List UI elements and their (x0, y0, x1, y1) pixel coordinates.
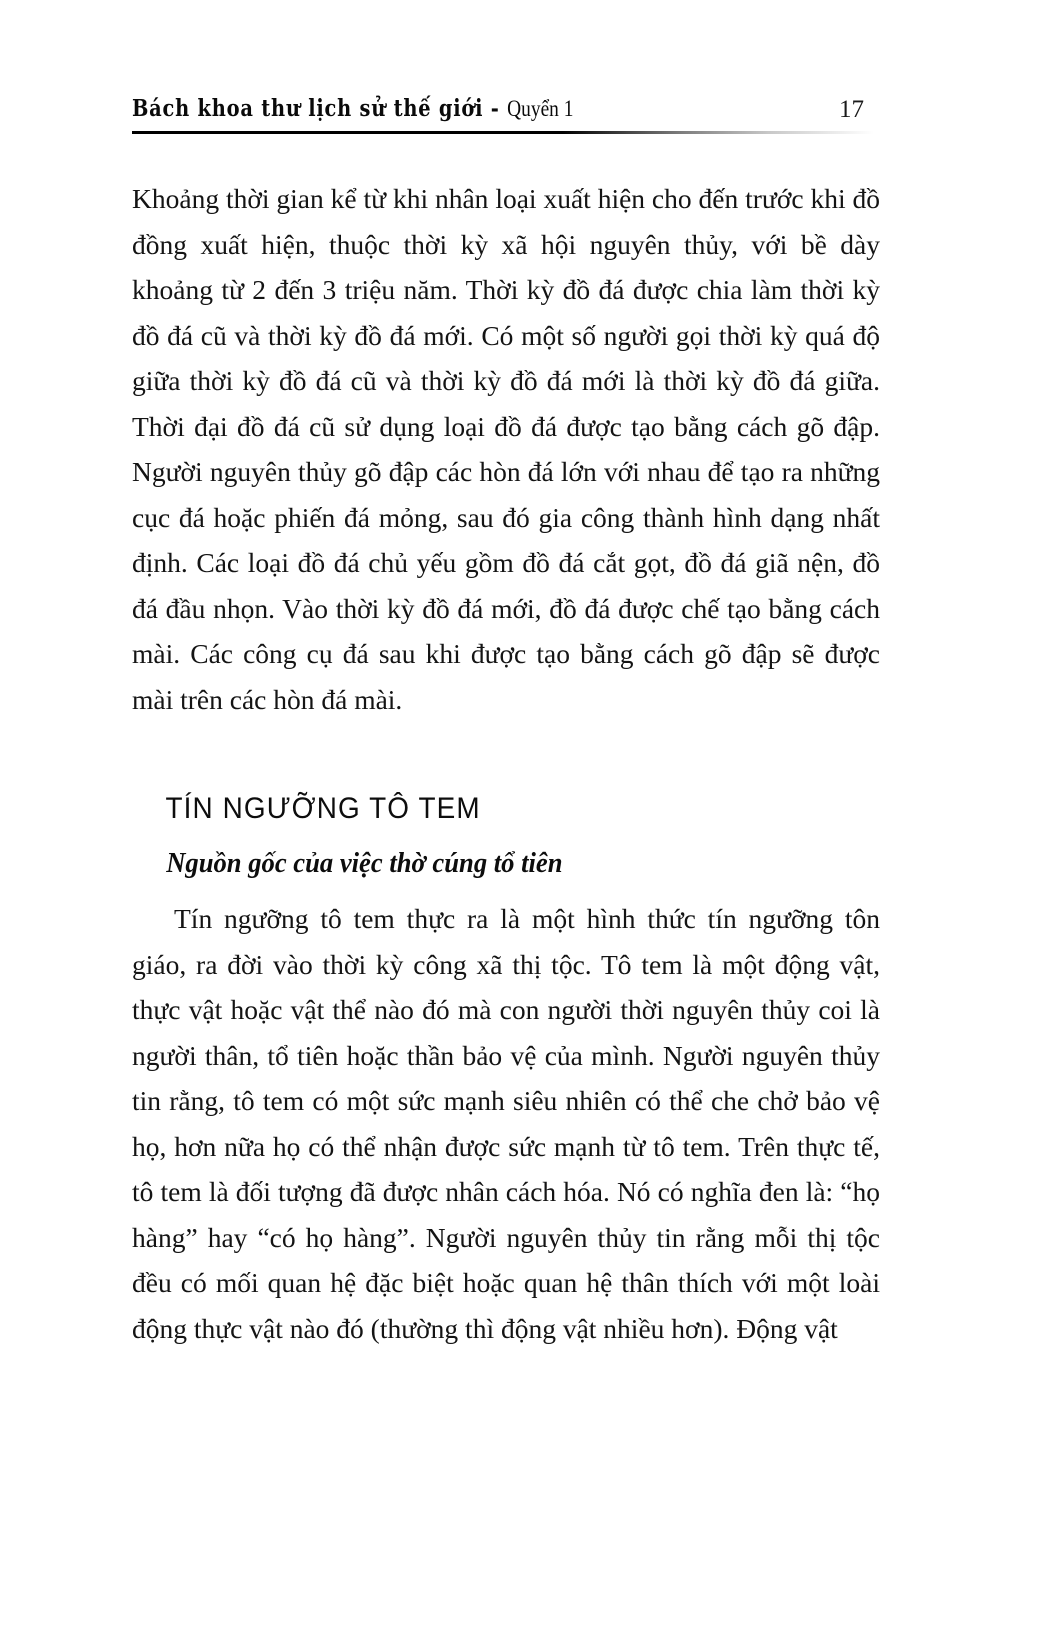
running-head-separator: - (483, 93, 508, 122)
section-heading-totem: TÍN NGƯỠNG TÔ TEM (165, 792, 481, 825)
page-content (132, 176, 880, 1351)
running-head-volume: Quyển 1 (507, 95, 574, 122)
running-head (132, 94, 573, 124)
header-row (132, 93, 874, 124)
sub-heading-origin: Nguồn gốc của việc thờ cúng tổ tiên (166, 848, 563, 879)
page-header (132, 93, 874, 134)
page-number: 17 (839, 96, 864, 123)
paragraph-totem: Tín ngưỡng tô tem thực ra là một hình thức tín ngưỡng tôn giáo, ra đời vào thời kỳ công xã thị tộc. Tô tem là một động vật, thực vật hoặc vật thể nào đó mà con người thời nguyên thủy coi là người thân, tổ tiên hoặc thần bảo vệ của mình. Người nguyên thủy tin rằng, tô tem có một sức mạnh siêu nhiên có thể che chở bảo vệ họ, hơn nữa họ có thể nhận được sức mạnh từ tô tem. Trên thực tế, tô tem là đối tượng đã được nhân cách hóa. Nó có nghĩa đen là: “họ hàng” hay “có họ hàng”. Người nguyên thủy tin rằng mỗi thị tộc đều có mối quan hệ đặc biệt hoặc quan hệ thân thích với một loài động thực vật nào đó (thường thì động vật nhiều hơn). Động vật (132, 903, 880, 1344)
spacer-after-subheading (132, 880, 880, 896)
header-divider-rule (132, 131, 874, 134)
running-head-title: Bách khoa thư lịch sử thế giới (132, 93, 484, 122)
paragraph-stone-age: Khoảng thời gian kể từ khi nhân loại xuất hiện cho đến trước khi đồ đồng xuất hiện, thuộc thời kỳ xã hội nguyên thủy, với bề dày khoảng từ 2 đến 3 triệu năm. Thời kỳ đồ đá được chia làm thời kỳ đồ đá cũ và thời kỳ đồ đá mới. Có một số người gọi thời kỳ quá độ giữa thời kỳ đồ đá cũ và thời kỳ đồ đá mới là thời kỳ đồ đá giữa. Thời đại đồ đá cũ sử dụng loại đồ đá được tạo bằng cách gõ đập. Người nguyên thủy gõ đập các hòn đá lớn với nhau để tạo ra những cục đá hoặc phiến đá mỏng, sau đó gia công thành hình dạng nhất định. Các loại đồ đá chủ yếu gồm đồ đá cắt gọt, đồ đá giã nện, đồ đá đầu nhọn. Vào thời kỳ đồ đá mới, đồ đá được chế tạo bằng cách mài. Các công cụ đá sau khi được tạo bằng cách gõ đập sẽ được mài trên các hòn đá mài. (132, 183, 880, 715)
spacer-after-heading (132, 826, 880, 848)
spacer-before-heading (132, 722, 880, 792)
